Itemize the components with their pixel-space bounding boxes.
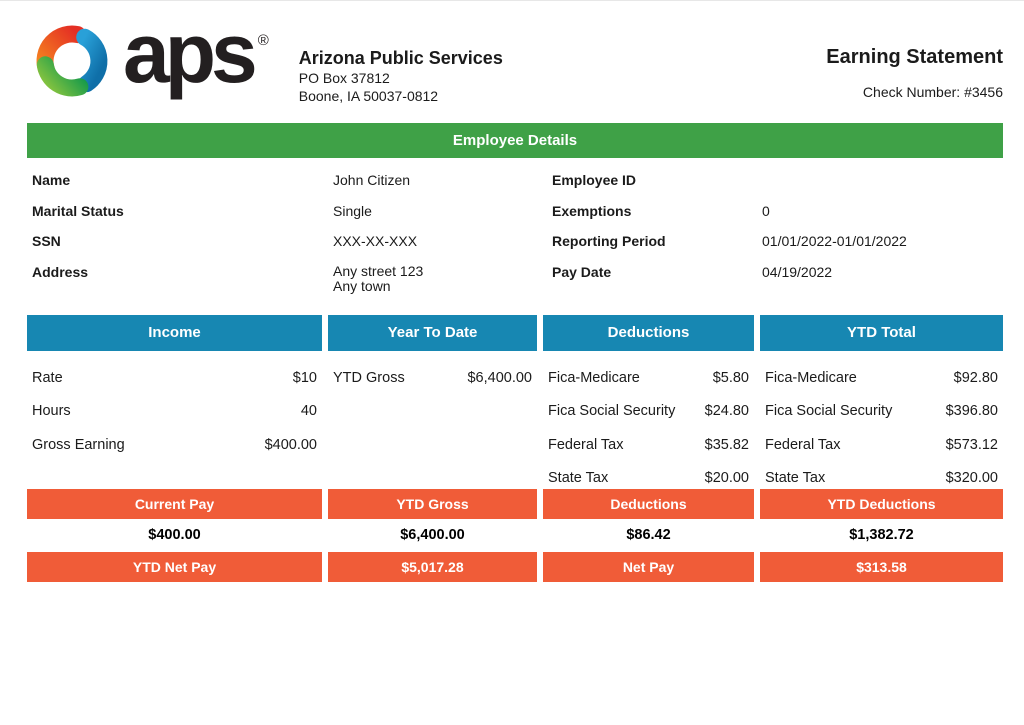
ytd-gross-label: YTD Gross [333, 369, 405, 386]
aps-logo [27, 6, 269, 110]
ytd-state-tax-label: State Tax [765, 470, 826, 487]
marital-status-value: Single [333, 202, 372, 219]
address-line2: Any town [333, 277, 391, 294]
earnings-table-body [27, 351, 1003, 495]
reporting-period-label: Reporting Period [552, 233, 666, 249]
aps-logo-icon [27, 16, 117, 106]
ssn-value: XXX-XX-XXX [333, 233, 418, 249]
income-row-rate [32, 361, 317, 395]
current-pay-header: Current Pay [27, 489, 322, 519]
registered-mark: ® [257, 32, 269, 49]
exemptions-label: Exemptions [552, 202, 632, 219]
year-to-date-column [328, 351, 537, 495]
header [27, 6, 1003, 110]
deductions-column [543, 351, 754, 495]
fica-social-security-label: Fica Social Security [548, 403, 676, 420]
hours-value: 40 [300, 403, 317, 420]
totals-section [27, 489, 1003, 582]
company-address-line1: PO Box 37812 [298, 70, 390, 86]
gross-earning-value: $400.00 [264, 436, 317, 453]
address-line1: Any street 123 [333, 262, 424, 279]
deductions-total-value: $86.42 [626, 527, 671, 543]
fica-medicare-value: $5.80 [712, 369, 749, 386]
deductions-total-header: Deductions [543, 489, 754, 519]
net-pay-value: $313.58 [760, 552, 1003, 582]
ytd-gross-total-header: YTD Gross [328, 489, 537, 519]
rate-value: $10 [292, 369, 317, 386]
exemptions-value: 0 [762, 202, 770, 219]
state-tax-label: State Tax [548, 470, 609, 487]
ssn-label: SSN [32, 233, 61, 249]
ytd-net-pay-value: $5,017.28 [328, 552, 537, 582]
ytd-gross-amount: $6,400.00 [467, 369, 532, 386]
fica-medicare-label: Fica-Medicare [548, 369, 640, 386]
check-number: Check Number: #3456 [862, 84, 1003, 100]
rate-label: Rate [32, 369, 63, 386]
ytd-net-pay-label: YTD Net Pay [27, 552, 322, 582]
employee-details-header: Employee Details [27, 123, 1003, 158]
deductions-row-federal-tax [548, 428, 749, 462]
ytd-fica-social-security-value: $396.80 [945, 403, 998, 420]
employee-id-value [762, 172, 1003, 203]
hours-label: Hours [32, 403, 71, 420]
income-column [27, 351, 322, 495]
document-title: Earning Statement [826, 46, 1003, 68]
state-tax-value: $20.00 [704, 470, 749, 487]
income-row-gross-earning [32, 428, 317, 462]
employee-id-label: Employee ID [552, 172, 637, 188]
deductions-header: Deductions [543, 315, 754, 351]
company-name: Arizona Public Services [298, 48, 503, 68]
deductions-row-fica-medicare [548, 361, 749, 395]
earnings-column-headers [27, 315, 1003, 351]
income-header: Income [27, 315, 322, 351]
address-label: Address [32, 263, 89, 280]
ytd-federal-tax-label: Federal Tax [765, 436, 841, 453]
year-to-date-header: Year To Date [328, 315, 537, 351]
ytd-total-row-federal-tax [765, 428, 998, 462]
gross-earning-label: Gross Earning [32, 436, 125, 453]
ytd-gross-total-value: $6,400.00 [400, 527, 465, 543]
federal-tax-value: $35.82 [704, 436, 749, 453]
ytd-total-header: YTD Total [760, 315, 1003, 351]
ytd-federal-tax-value: $573.12 [945, 436, 998, 453]
ytd-deductions-value: $1,382.72 [849, 527, 914, 543]
header-right [826, 15, 1003, 110]
pay-date-value: 04/19/2022 [762, 263, 833, 280]
ytd-row-gross [333, 361, 532, 395]
ytd-fica-medicare-value: $92.80 [953, 369, 998, 386]
ytd-deductions-header: YTD Deductions [760, 489, 1003, 519]
ytd-total-row-fica-social-security [765, 395, 998, 429]
net-pay-label: Net Pay [543, 552, 754, 582]
income-row-hours [32, 395, 317, 429]
company-address-line2: Boone, IA 50037-0812 [298, 88, 439, 104]
federal-tax-label: Federal Tax [548, 436, 624, 453]
ytd-state-tax-value: $320.00 [945, 470, 998, 487]
ytd-fica-medicare-label: Fica-Medicare [765, 369, 857, 386]
reporting-period-value: 01/01/2022-01/01/2022 [762, 233, 907, 249]
address-value [333, 264, 547, 295]
marital-status-label: Marital Status [32, 202, 124, 219]
ytd-total-row-fica-medicare [765, 361, 998, 395]
current-pay-value: $400.00 [148, 527, 201, 543]
name-value: John Citizen [333, 172, 411, 188]
employee-details-grid [27, 172, 1003, 294]
ytd-total-column [760, 351, 1003, 495]
aps-logo-text: aps ® [123, 6, 269, 100]
fica-social-security-value: $24.80 [704, 403, 749, 420]
deductions-row-fica-social-security [548, 395, 749, 429]
name-label: Name [32, 172, 71, 188]
pay-date-label: Pay Date [552, 263, 612, 280]
ytd-fica-social-security-label: Fica Social Security [765, 403, 893, 420]
company-block [299, 15, 503, 110]
